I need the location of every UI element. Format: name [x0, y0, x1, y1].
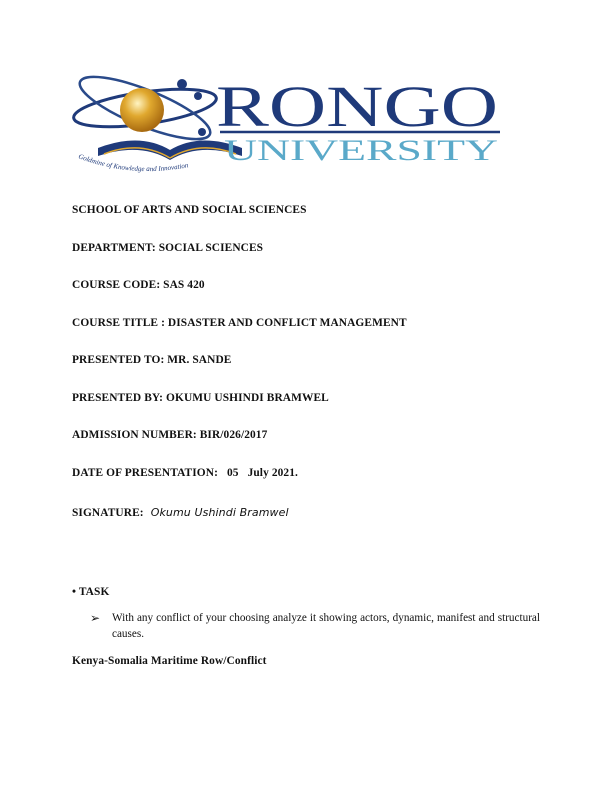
presented-by-line: PRESENTED BY: OKUMU USHINDI BRAMWEL — [72, 392, 329, 404]
logo-name-line2: UNIVERSITY — [224, 134, 498, 167]
orbit-dot — [194, 92, 202, 100]
date-month-year: July 2021. — [247, 467, 298, 479]
orbit-dot — [177, 79, 187, 89]
course-title-line: COURSE TITLE : DISASTER AND CONFLICT MANAGEMENT — [72, 317, 407, 329]
university-logo — [70, 70, 510, 190]
orbit-dot — [198, 128, 206, 136]
signature-value: Okumu Ushindi Bramwel — [150, 506, 289, 519]
date-day: 05 — [226, 467, 239, 479]
task-heading: • TASK — [72, 586, 110, 598]
arrow-bullet-icon: ➢ — [90, 611, 101, 625]
date-label: DATE OF PRESENTATION: — [72, 467, 218, 479]
logo-motto: Goldmine of Knowledge and Innovation — [77, 152, 189, 174]
presented-to-line: PRESENTED TO: MR. SANDE — [72, 354, 232, 366]
task-list-item — [92, 610, 540, 642]
logo-graphic — [70, 70, 510, 190]
gold-sphere-icon — [120, 88, 164, 132]
date-line — [72, 467, 298, 479]
signature-label: SIGNATURE: — [72, 507, 144, 519]
course-code-line: COURSE CODE: SAS 420 — [72, 279, 205, 291]
school-line: SCHOOL OF ARTS AND SOCIAL SCIENCES — [72, 204, 307, 216]
department-line: DEPARTMENT: SOCIAL SCIENCES — [72, 242, 264, 254]
admission-number-line: ADMISSION NUMBER: BIR/026/2017 — [72, 429, 268, 441]
logo-name-line1: RONGO — [216, 74, 498, 139]
task-text: With any conflict of your choosing analyze it showing actors, dynamic, manifest and structural causes. — [112, 612, 540, 640]
open-book-icon — [98, 140, 242, 160]
conflict-topic: Kenya-Somalia Maritime Row/Conflict — [72, 655, 267, 667]
signature-line — [72, 506, 289, 519]
